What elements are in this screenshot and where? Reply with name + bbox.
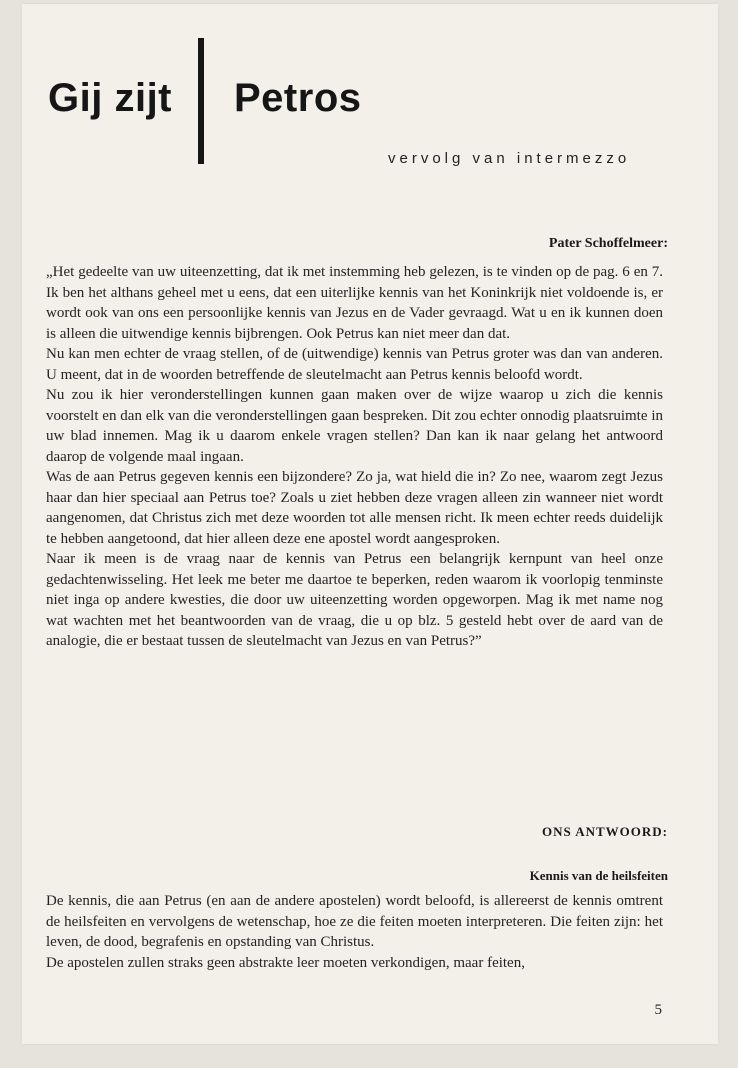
paragraph: Naar ik meen is de vraag naar de kennis van Petrus een belangrijk kernpunt van heel onze gedachtenwisseling. Het leek me beter me daartoe te beperken, reden waarom ik voorlopig tenminste niet inga op andere kwesties, die door uw uiteenzetting worden opgeworpen. Mag ik met name nog wat wachten met het beantwoorden van de vraag, die u op blz. 5 gesteld hebt over de aard van de analogie, die er bestaat tussen de sleutelmacht van Jezus en van Petrus?” (46, 551, 663, 649)
speaker-label: Pater Schoffelmeer: (548, 236, 668, 251)
page-number: 5 (654, 1002, 662, 1018)
paragraph: De kennis, die aan Petrus (en aan de andere apostelen) wordt beloofd, is allereerst de kennis omtrent de heilsfeiten en vervolgens de wetenschap, hoe ze die feiten moeten interpreteren. Die feiten zijn: het leven, de dood, begrafenis en opstanding van Christus. (46, 893, 663, 950)
paragraph: Nu kan men echter de vraag stellen, of de (uitwendige) kennis van Petrus groter was dan van anderen. U meent, dat in de woorden betreffende de sleutelmacht aan Petrus kennis beloofd wordt. (46, 346, 663, 383)
section-heading: Kennis van de heilsfeiten (529, 868, 668, 883)
magazine-page (22, 4, 718, 1044)
title-divider-bar (198, 38, 204, 164)
title-left: Gij zijt (48, 76, 172, 120)
paragraph: Nu zou ik hier veronderstellingen kunnen gaan maken over de wijze waarop u zich die kennis voorstelt en dan elk van die veronderstellingen gaan bespreken. Dit zou echter onnodig plaatsruimte in uw blad innemen. Mag ik u daarom enkele vragen stellen? Dan kan ik naar gelang het antwoord daarop de volgende maal ingaan. (46, 387, 663, 465)
paragraph: Was de aan Petrus gegeven kennis een bijzondere? Zo ja, wat hield die in? Zo nee, waarom zegt Jezus haar dan hier speciaal aan Petrus toe? Zoals u ziet hebben deze vragen alleen zin wanneer niet wordt aangenomen, dat Christus zich met deze woorden tot alle mensen richt. Ik meen echter reeds duidelijk te hebben aangetoond, dat hier alleen deze ene apostel wordt aangesproken. (46, 469, 663, 547)
paragraph: „Het gedeelte van uw uiteenzetting, dat ik met instemming heb gelezen, is te vinden op de pag. 6 en 7. Ik ben het althans geheel met u eens, dat een uiterlijke kennis van het Koninkrijk niet voldoende is, er wordt ook van ons een persoonlijke kennis van Jezus en de Vader gevraagd. Wat u en ik kunnen doen is alleen die uitwendige kennis bijbrengen. Ook Petrus kan niet meer dan dat. (46, 264, 663, 342)
letter-body (46, 262, 663, 652)
subtitle: vervolg van intermezzo (388, 150, 631, 167)
title-right: Petros (234, 76, 362, 120)
paragraph: De apostelen zullen straks geen abstrakte leer moeten verkondigen, maar feiten, (46, 954, 525, 971)
answer-body (46, 891, 663, 973)
answer-heading: ONS ANTWOORD: (541, 824, 668, 839)
